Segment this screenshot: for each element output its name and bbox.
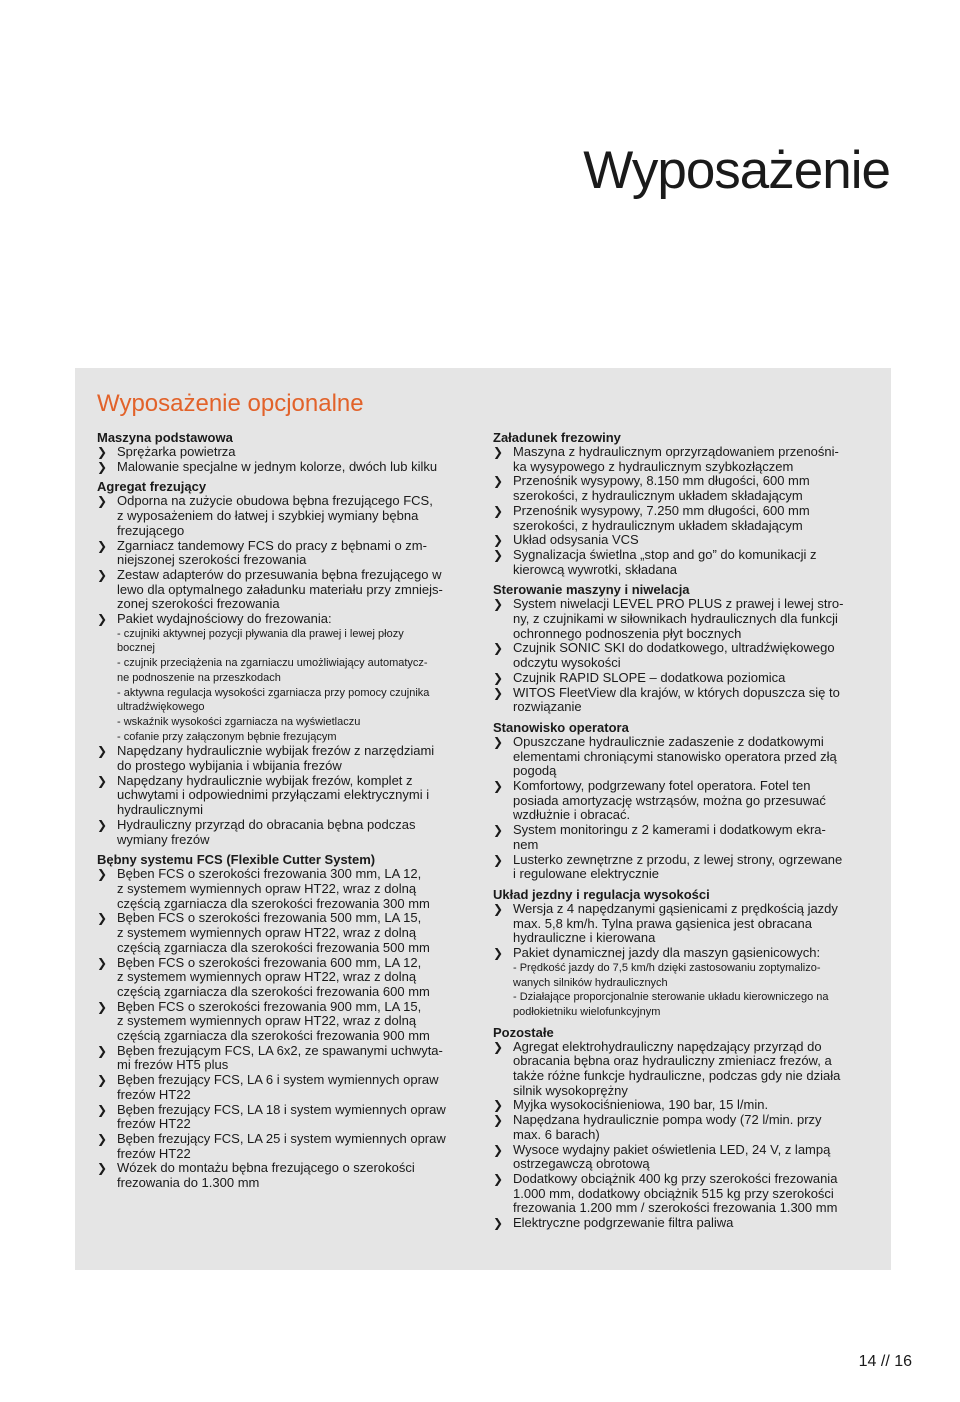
item-text-line: uchwytami i odpowiednimi przyłączami elektrycznymi i [117, 787, 430, 803]
item-text-line: Przenośnik wysypowy, 7.250 mm długości, 600 mm [513, 502, 810, 518]
list-item [493, 1040, 873, 1099]
item-text-line: Bęben FCS o szerokości frezowania 300 mm, LA 12, [117, 866, 422, 882]
list-item [493, 1113, 873, 1142]
list-item [493, 641, 873, 670]
chevron-right-icon: ❯ [97, 744, 108, 759]
section-title: Bębny systemu FCS (Flexible Cutter System) [97, 852, 376, 868]
chevron-right-icon: ❯ [97, 1131, 108, 1146]
item-text-line: lewo dla optymalnego załadunku materiału przy zmniejs- [117, 581, 443, 597]
list-item [97, 744, 477, 773]
section-title: Maszyna podstawowa [97, 430, 233, 445]
bullet-list [97, 867, 477, 1190]
chevron-right-icon: ❯ [493, 503, 504, 518]
list-item [97, 494, 477, 538]
item-text-line: Bęben frezujący FCS, LA 18 i system wymiennych opraw [117, 1101, 446, 1117]
item-text-line: frezów HT22 [117, 1086, 191, 1102]
item-text-line: frezów HT22 [117, 1116, 191, 1132]
optional-equipment-panel [75, 368, 891, 1270]
item-text-line: Lusterko zewnętrzne z przodu, z lewej strony, ogrzewane [513, 851, 843, 867]
list-item [493, 548, 873, 577]
item-text-line: max. 5,8 km/h. Tylna prawa gąsienica jest obracana [513, 915, 812, 931]
chevron-right-icon: ❯ [493, 901, 504, 916]
chevron-right-icon: ❯ [493, 946, 504, 961]
left-column [97, 430, 477, 1191]
item-text-line: Elektryczne podgrzewanie filtra paliwa [513, 1215, 734, 1231]
item-text-line: Napędzany hydraulicznie wybijak frezów, komplet z [117, 772, 413, 788]
item-text-line: częścią zgarniacza dla szerokości frezowania 500 mm [117, 939, 430, 955]
list-item [97, 1161, 477, 1190]
chevron-right-icon: ❯ [493, 1171, 504, 1186]
list-item [493, 504, 873, 533]
section-title: Stanowisko operatora [493, 719, 629, 735]
item-text-line: nem [513, 836, 539, 852]
chevron-right-icon: ❯ [97, 911, 108, 926]
chevron-right-icon: ❯ [493, 1142, 504, 1157]
item-text-line: Czujnik SONIC SKI do dodatkowego, ultradźwiękowego [513, 640, 835, 656]
sub-list [97, 627, 477, 745]
list-item [97, 568, 477, 612]
list-item [97, 1132, 477, 1161]
list-item [97, 774, 477, 818]
item-text-line: z wyposażeniem do łatwej i szybkiej wymiany bębna [117, 508, 419, 524]
item-text-line: z systemem wymiennych opraw HT22, wraz z dolną [117, 925, 417, 941]
item-text-line: Opuszczane hydraulicznie zadaszenie z dodatkowymi [513, 733, 824, 749]
chevron-right-icon: ❯ [493, 685, 504, 700]
item-text-line: kierowcą wywrotki, składana [513, 561, 678, 577]
list-item [493, 946, 873, 961]
sub-list-item: - aktywna regulacja wysokości zgarniacza przy pomocy czujnika [117, 686, 430, 699]
bullet-list [493, 902, 873, 1020]
panel-title: Wyposażenie opcjonalne [97, 390, 364, 417]
chevron-right-icon: ❯ [493, 823, 504, 838]
chevron-right-icon: ❯ [493, 445, 504, 459]
item-text-line: rozwiązanie [513, 699, 582, 715]
section-title: Sterowanie maszyny i niwelacja [493, 582, 690, 598]
chevron-right-icon: ❯ [493, 852, 504, 867]
chevron-right-icon: ❯ [97, 773, 108, 788]
item-text-line: frezowania do 1.300 mm [117, 1175, 260, 1191]
item-text-line: hydraulicznymi [117, 802, 203, 818]
chevron-right-icon: ❯ [97, 612, 108, 627]
list-item [97, 445, 477, 460]
item-text-line: 1.000 mm, dodatkowy obciążnik 515 kg przy szerokości [513, 1185, 834, 1201]
sub-list-item: podłokietniku wielofunkcyjnym [513, 1005, 661, 1018]
item-text-line: ny, z czujnikami w siłownikach hydraulicznych dla funkcji [513, 611, 838, 627]
list-item [493, 853, 873, 882]
sub-list-item: - czujnik przeciążenia na zgarniaczu umożliwiający automatycz- [117, 657, 428, 670]
item-text-line: i regulowane elektrycznie [513, 866, 659, 882]
item-text-line: częścią zgarniacza dla szerokości frezowania 600 mm [117, 983, 430, 999]
item-text-line: Bęben FCS o szerokości frezowania 600 mm, LA 12, [117, 954, 422, 970]
item-text-line: Wysoce wydajny pakiet oświetlenia LED, 24 V, z lampą [513, 1141, 831, 1157]
item-text-line: Bęben frezującym FCS, LA 6x2, ze spawanymi uchwyta- [117, 1042, 443, 1058]
item-text-line: Wózek do montażu bębna frezującego o szerokości [117, 1160, 415, 1176]
list-item [493, 1098, 873, 1113]
section-title: Załadunek frezowiny [493, 430, 621, 445]
item-text-line: Bęben frezujący FCS, LA 25 i system wymiennych opraw [117, 1130, 446, 1146]
item-text-line: szerokości, z hydraulicznym układem składającym [513, 517, 803, 533]
item-text-line: odczytu wysokości [513, 655, 621, 671]
sub-list-item: - wskaźnik wysokości zgarniacza na wyświetlaczu [117, 715, 361, 728]
bullet-list [493, 1040, 873, 1231]
list-item [493, 671, 873, 686]
list-item [97, 539, 477, 568]
list-item [97, 1103, 477, 1132]
chevron-right-icon: ❯ [493, 597, 504, 612]
sub-list-item: bocznej [117, 642, 155, 655]
item-text-line: Myjka wysokociśnieniowa, 190 bar, 15 l/min. [513, 1097, 769, 1113]
item-text-line: Pakiet wydajnościowy do frezowania: [117, 611, 332, 627]
sub-list-item: - Działające proporcjonalnie sterowanie układu kierowniczego na [513, 991, 829, 1004]
item-text-line: Komfortowy, podgrzewany fotel operatora. Fotel ten [513, 778, 811, 794]
bullet-list [493, 597, 873, 715]
list-item [97, 867, 477, 911]
item-text-line: obracania bębna oraz hydrauliczny zmieniacz frezów, a [513, 1053, 832, 1069]
item-text-line: Napędzany hydraulicznie wybijak frezów z narzędziami [117, 743, 435, 759]
list-item [493, 902, 873, 946]
item-text-line: System niwelacji LEVEL PRO PLUS z prawej i lewej stro- [513, 596, 844, 612]
item-text-line: szerokości, z hydraulicznym układem składającym [513, 488, 803, 504]
chevron-right-icon: ❯ [493, 1039, 504, 1054]
list-item [493, 686, 873, 715]
item-text-line: niejszonej szerokości frezowania [117, 552, 307, 568]
sub-list-item: - Prędkość jazdy do 7,5 km/h dzięki zastosowaniu zoptymalizo- [513, 961, 821, 974]
item-text-line: max. 6 barach) [513, 1126, 600, 1142]
item-text-line: Napędzana hydraulicznie pompa wody (72 l/min. przy [513, 1112, 822, 1128]
list-item [493, 735, 873, 779]
section-title: Pozostałe [493, 1024, 554, 1040]
item-text-line: Hydrauliczny przyrząd do obracania bębna podczas [117, 816, 416, 832]
section-title: Układ jezdny i regulacja wysokości [493, 886, 710, 902]
section-title: Agregat frezujący [97, 479, 207, 495]
item-text-line: Maszyna z hydraulicznym oprzyrządowaniem przenośni- [513, 444, 839, 459]
item-text-line: częścią zgarniacza dla szerokości frezowania 300 mm [117, 895, 430, 911]
item-text-line: z systemem wymiennych opraw HT22, wraz z dolną [117, 1013, 417, 1029]
chevron-right-icon: ❯ [493, 670, 504, 685]
item-text-line: Zestaw adapterów do przesuwania bębna frezującego w [117, 566, 442, 582]
list-item [493, 1172, 873, 1216]
item-text-line: zonej szerokości frezowania [117, 596, 280, 612]
chevron-right-icon: ❯ [97, 445, 108, 459]
item-text-line: frezowania 1.200 mm / szerokości frezowania 1.300 mm [513, 1200, 838, 1216]
chevron-right-icon: ❯ [493, 734, 504, 749]
item-text-line: Bęben FCS o szerokości frezowania 500 mm, LA 15, [117, 910, 422, 926]
item-text-line: ochronnego podnoszenia płyt bocznych [513, 625, 742, 641]
item-text-line: posiada amortyzację wstrząsów, można go przesuwać [513, 792, 826, 808]
item-text-line: także różne funkcje hydrauliczne, podczas gdy nie działa [513, 1068, 841, 1084]
chevron-right-icon: ❯ [493, 474, 504, 489]
chevron-right-icon: ❯ [97, 817, 108, 832]
right-column [493, 430, 873, 1231]
sub-list-item: - czujniki aktywnej pozycji pływania dla prawej i lewej płozy [117, 627, 404, 640]
item-text-line: Przenośnik wysypowy, 8.150 mm długości, 600 mm [513, 473, 810, 489]
chevron-right-icon: ❯ [493, 547, 504, 562]
chevron-right-icon: ❯ [97, 1043, 108, 1058]
page-number: 14 // 16 [858, 1353, 912, 1370]
chevron-right-icon: ❯ [493, 1216, 504, 1231]
list-item [97, 1073, 477, 1102]
item-text-line: Malowanie specjalne w jednym kolorze, dwóch lub kilku [117, 458, 438, 474]
bullet-list [493, 735, 873, 882]
list-item [493, 1143, 873, 1172]
chevron-right-icon: ❯ [493, 1113, 504, 1128]
item-text-line: silnik wysokoprężny [513, 1082, 628, 1098]
item-text-line: Sygnalizacja świetlna „stop and go” do komunikacji z [513, 546, 817, 562]
chevron-right-icon: ❯ [97, 459, 108, 474]
sub-list-item: ne podnoszenie na przeszkodach [117, 671, 281, 684]
chevron-right-icon: ❯ [493, 1098, 504, 1113]
item-text-line: Pakiet dynamicznej jazdy dla maszyn gąsienicowych: [513, 945, 821, 961]
list-item [97, 460, 477, 475]
item-text-line: wymiany frezów [117, 831, 210, 847]
chevron-right-icon: ❯ [97, 538, 108, 553]
item-text-line: z systemem wymiennych opraw HT22, wraz z dolną [117, 880, 417, 896]
item-text-line: Wersja z 4 napędzanymi gąsienicami z prędkością jazdy [513, 900, 838, 916]
chevron-right-icon: ❯ [97, 955, 108, 970]
chevron-right-icon: ❯ [97, 494, 108, 509]
chevron-right-icon: ❯ [97, 867, 108, 882]
list-item [97, 956, 477, 1000]
sub-list [493, 961, 873, 1020]
item-text-line: z systemem wymiennych opraw HT22, wraz z dolną [117, 969, 417, 985]
sub-list-item: wanych silników hydraulicznych [513, 976, 668, 989]
list-item [97, 1000, 477, 1044]
item-text-line: hydrauliczne i kierowana [513, 930, 656, 946]
item-text-line: pogodą [513, 763, 557, 779]
list-item [493, 1216, 873, 1231]
list-item [97, 818, 477, 847]
chevron-right-icon: ❯ [97, 1161, 108, 1176]
item-text-line: Układ odsysania VCS [513, 532, 639, 548]
item-text-line: System monitoringu z 2 kamerami i dodatkowym ekra- [513, 822, 826, 838]
list-item [97, 612, 477, 627]
list-item [493, 779, 873, 823]
list-item [493, 597, 873, 641]
chevron-right-icon: ❯ [97, 1102, 108, 1117]
sub-list-item: - cofanie przy załączonym bębnie frezującym [117, 730, 337, 743]
item-text-line: Odporna na zużycie obudowa bębna frezującego FCS, [117, 493, 433, 509]
item-text-line: ka wysypowego z hydraulicznym szybkozłączem [513, 458, 794, 474]
chevron-right-icon: ❯ [97, 999, 108, 1014]
item-text-line: frezów HT22 [117, 1145, 191, 1161]
chevron-right-icon: ❯ [493, 779, 504, 794]
list-item [493, 533, 873, 548]
list-item [97, 911, 477, 955]
chevron-right-icon: ❯ [493, 533, 504, 548]
list-item [97, 1044, 477, 1073]
item-text-line: częścią zgarniacza dla szerokości frezowania 900 mm [117, 1028, 430, 1044]
item-text-line: WITOS FleetView dla krajów, w których dopuszcza się to [513, 684, 840, 700]
sub-list-item: ultradźwiękowego [117, 701, 205, 714]
bullet-list [97, 445, 477, 474]
item-text-line: wzdłużnie i obracać. [513, 807, 631, 823]
page-title: Wyposażenie [583, 141, 890, 200]
item-text-line: Agregat elektrohydrauliczny napędzający przyrząd do [513, 1038, 822, 1054]
bullet-list [97, 494, 477, 847]
item-text-line: do prostego wybijania i wbijania frezów [117, 758, 342, 774]
chevron-right-icon: ❯ [97, 567, 108, 582]
item-text-line: Sprężarka powietrza [117, 444, 236, 459]
chevron-right-icon: ❯ [493, 641, 504, 656]
item-text-line: mi frezów HT5 plus [117, 1057, 229, 1073]
list-item [493, 823, 873, 852]
item-text-line: Bęben frezujący FCS, LA 6 i system wymiennych opraw [117, 1072, 439, 1088]
item-text-line: Czujnik RAPID SLOPE – dodatkowa poziomica [513, 669, 786, 685]
bullet-list [493, 445, 873, 577]
item-text-line: Zgarniacz tandemowy FCS do pracy z bębnami o zm- [117, 537, 427, 553]
chevron-right-icon: ❯ [97, 1073, 108, 1088]
item-text-line: Dodatkowy obciążnik 400 kg przy szerokości frezowania [513, 1170, 838, 1186]
item-text-line: elementami chroniącymi stanowisko operatora przed złą [513, 748, 837, 764]
item-text-line: frezującego [117, 522, 185, 538]
item-text-line: Bęben FCS o szerokości frezowania 900 mm, LA 15, [117, 998, 422, 1014]
list-item [493, 445, 873, 474]
item-text-line: ostrzegawczą obrotową [513, 1156, 650, 1172]
list-item [493, 474, 873, 503]
